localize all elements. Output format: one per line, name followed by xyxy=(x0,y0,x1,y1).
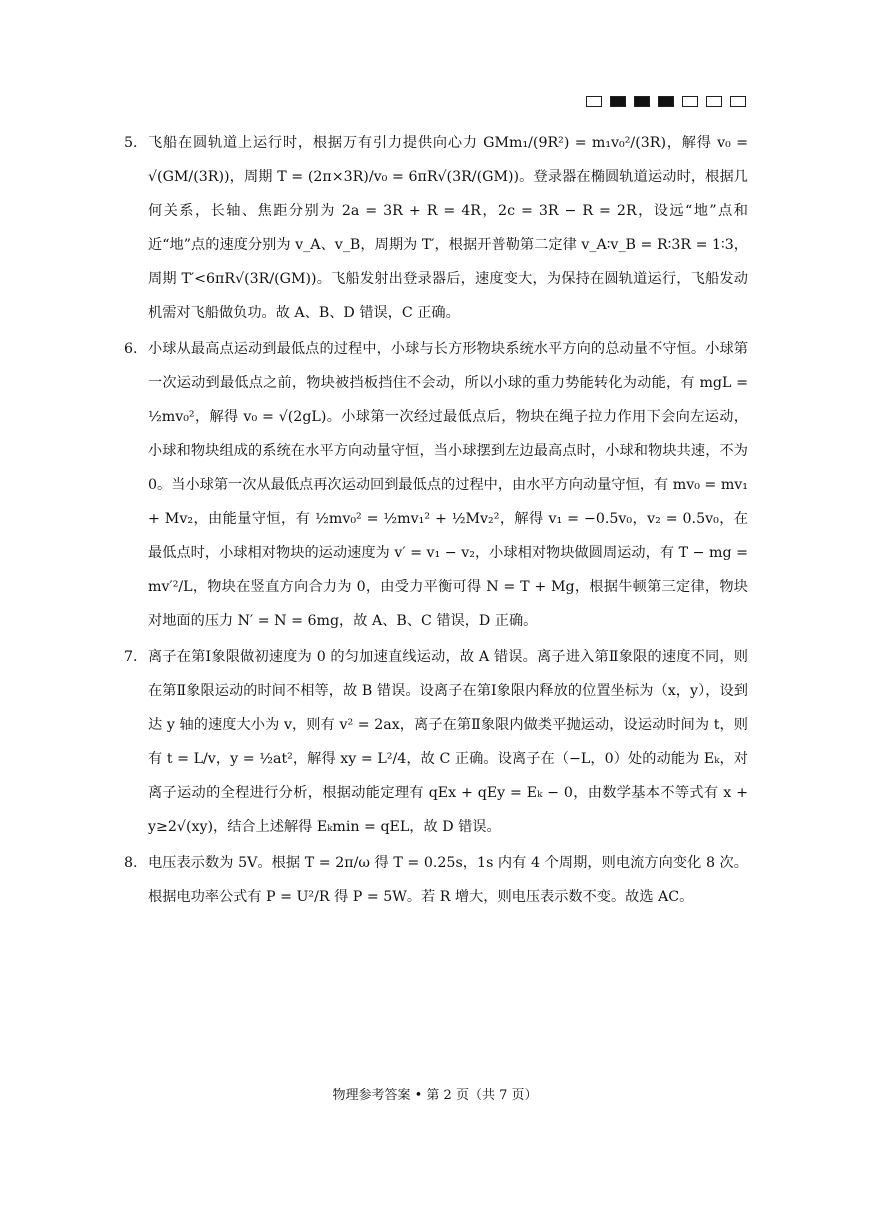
answer-number: 5. xyxy=(124,135,138,151)
position-mark-3 xyxy=(634,96,650,107)
position-mark-6 xyxy=(706,96,722,107)
position-mark-5 xyxy=(682,96,698,107)
answer-text: 离子在第Ⅰ象限做初速度为 0 的匀加速直线运动，故 A 错误。离子进入第Ⅱ象限的速度不同，则在第Ⅱ象限运动的时间不相等，故 B 错误。设离子在第Ⅰ象限内释放的位置坐标为（x，y），设到达 y 轴的速度大小为 v，则有 v² = 2ax，离子在第Ⅱ象限内做类平抛运动，设运动时间为 t，则有 t = L/v，y = ½at²，解得 xy = L²/4，故 C 正确。设离子在（−L，0）处的动能为 Eₖ，对离子运动的全程进行分析，根据动能定理有 qEx + qEy = Eₖ − 0，由数学基本不等式有 x + y≥2√(xy)，结合上述解得 Eₖmin = qEL，故 D 错误。 xyxy=(148,649,748,835)
answer-text: 电压表示数为 5V。根据 T = 2π/ω 得 T = 0.25s，1s 内有 4 个周期，则电流方向变化 8 次。根据电功率公式有 P = U²/R 得 P = 5W。若 R 增大，则电压表示数不变。故选 AC。 xyxy=(148,855,748,905)
position-mark-2 xyxy=(610,96,626,107)
answer-number: 7. xyxy=(124,649,138,665)
answer-number: 6. xyxy=(124,341,138,357)
answer-item-5 xyxy=(124,126,748,330)
answer-item-6 xyxy=(124,332,748,638)
answer-item-7 xyxy=(124,640,748,844)
answer-text: 小球从最高点运动到最低点的过程中，小球与长方形物块系统水平方向的总动量不守恒。小球第一次运动到最低点之前，物块被挡板挡住不会动，所以小球的重力势能转化为动能，有 mgL = ½mv₀²，解得 v₀ = √(2gL)。小球第一次经过最低点后，物块在绳子拉力作用下会向左运动，小球和物块组成的系统在水平方向动量守恒，当小球摆到左边最高点时，小球和物块共速，不为 0。当小球第一次从最低点再次运动回到最低点的过程中，由水平方向动量守恒，有 mv₀ = mv₁ + Mv₂，由能量守恒，有 ½mv₀² = ½mv₁² + ½Mv₂²，解得 v₁ = −0.5v₀，v₂ = 0.5v₀，在最低点时，小球相对物块的运动速度为 v′ = v₁ − v₂，小球相对物块做圆周运动，有 T − mg = mv′²/L，物块在竖直方向合力为 0，由受力平衡可得 N = T + Mg，根据牛顿第三定律，物块对地面的压力 N′ = N = 6mg，故 A、B、C 错误，D 正确。 xyxy=(148,341,748,629)
answer-list xyxy=(124,126,748,916)
answer-number: 8. xyxy=(124,855,138,871)
page-position-marks xyxy=(586,96,746,107)
position-mark-4 xyxy=(658,96,674,107)
answer-text: 飞船在圆轨道上运行时，根据万有引力提供向心力 GMm₁/(9R²) = m₁v₀²/(3R)，解得 v₀ = √(GM/(3R))，周期 T = (2π×3R)/v₀ = 6πR√(3R/(GM))。登录器在椭圆轨道运动时，根据几何关系，长轴、焦距分别为 2a = 3R + R = 4R，2c = 3R − R = 2R，设远“地”点和近“地”点的速度分别为 v_A、v_B，周期为 T′，根据开普勒第二定律 v_A∶v_B = R∶3R = 1∶3，周期 T′<6πR√(3R/(GM))。飞船发射出登录器后，速度变大，为保持在圆轨道运行，飞船发动机需对飞船做负功。故 A、B、D 错误，C 正确。 xyxy=(148,135,748,321)
position-mark-1 xyxy=(586,96,602,107)
page-footer: 物理参考答案 • 第 2 页（共 7 页） xyxy=(332,1088,538,1103)
answer-item-8 xyxy=(124,846,748,914)
position-mark-7 xyxy=(730,96,746,107)
